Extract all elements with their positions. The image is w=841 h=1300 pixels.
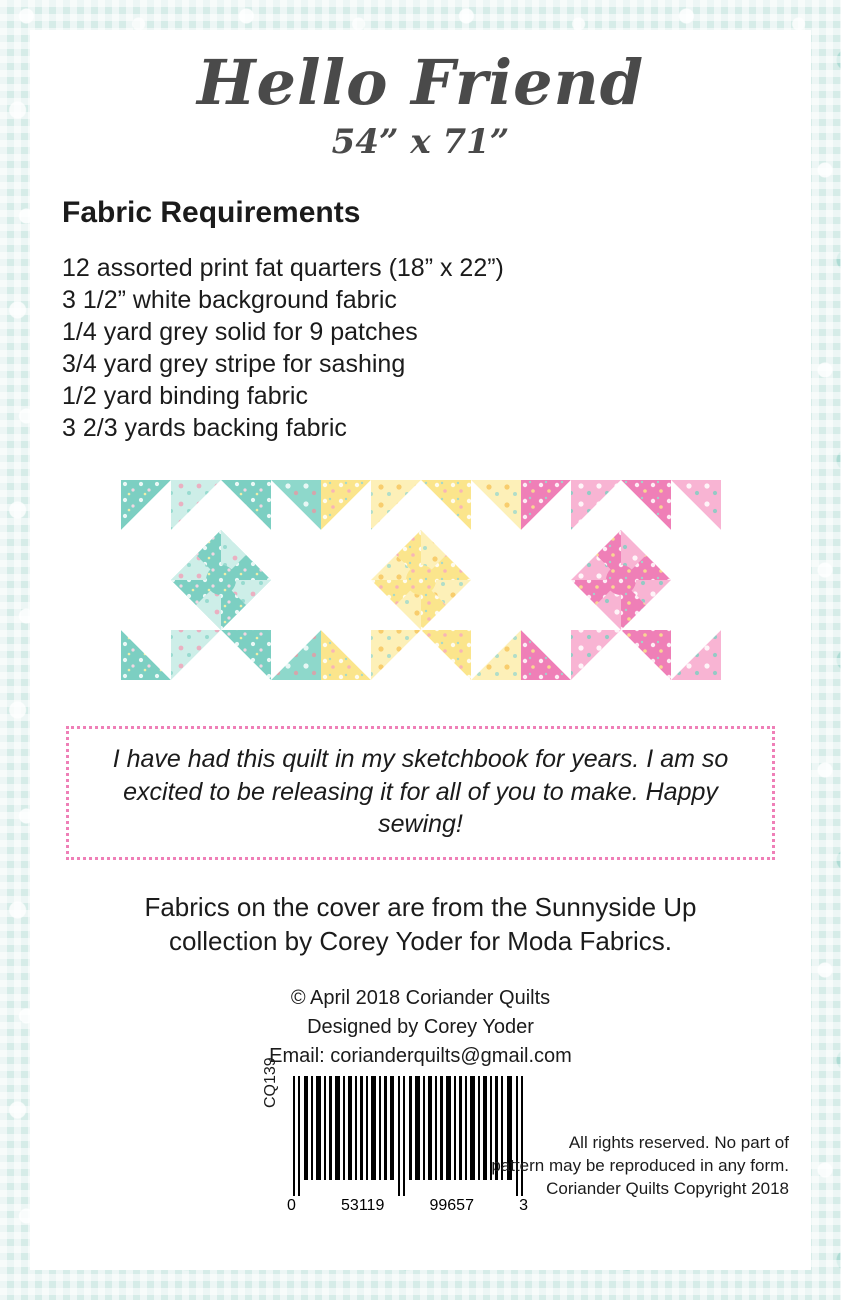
list-item: 12 assorted print fat quarters (18” x 22”) xyxy=(62,254,504,282)
copyright-line: © April 2018 Coriander Quilts xyxy=(290,987,551,1010)
list-item: 3 2/3 yards backing fabric xyxy=(62,414,347,442)
list-item: 1/4 yard grey solid for 9 patches xyxy=(62,318,418,346)
sku-label: CQ139 xyxy=(262,1057,279,1108)
barcode-digit-left: 0 xyxy=(287,1197,296,1214)
email-line: Email: corianderquilts@gmail.com xyxy=(269,1045,572,1068)
list-item: 3/4 yard grey stripe for sashing xyxy=(62,350,406,378)
rights-line-2: pattern may be reproduced in any form. xyxy=(491,1155,789,1175)
rights-line-1: All rights reserved. No part of xyxy=(568,1133,789,1152)
barcode-digit-group-1: 53119 xyxy=(341,1197,385,1214)
pattern-back-cover xyxy=(30,30,811,1270)
fabric-requirements-heading: Fabric Requirements xyxy=(62,196,361,229)
list-item: 3 1/2” white background fabric xyxy=(62,286,397,314)
designer-quote-text: I have had this quilt in my sketchbook for years. I am so excited to be releasing it for all of you to make. Happy sewing! xyxy=(112,745,729,838)
quilt-size: 54” x 71” xyxy=(331,122,510,162)
fabric-note-line-1: Fabrics on the cover are from the Sunnyside Up xyxy=(144,891,697,922)
fabric-note-line-2: collection by Corey Yoder for Moda Fabrics. xyxy=(169,925,672,956)
barcode-digit-group-2: 99657 xyxy=(429,1197,474,1214)
page-title: Hello Friend xyxy=(196,46,645,119)
barcode-area xyxy=(30,1057,811,1256)
barcode-digit-right: 3 xyxy=(519,1197,528,1214)
designer-quote-box xyxy=(66,726,775,860)
fabric-requirements-list xyxy=(62,252,811,444)
title-block xyxy=(30,30,811,162)
rights-notice xyxy=(489,1132,789,1201)
rights-line-3: Coriander Quilts Copyright 2018 xyxy=(546,1178,789,1198)
designer-line: Designed by Corey Yoder xyxy=(307,1016,534,1039)
quilt-blocks-illustration xyxy=(121,480,721,692)
fabric-collection-note xyxy=(90,890,751,959)
list-item: 1/2 yard binding fabric xyxy=(62,382,308,410)
